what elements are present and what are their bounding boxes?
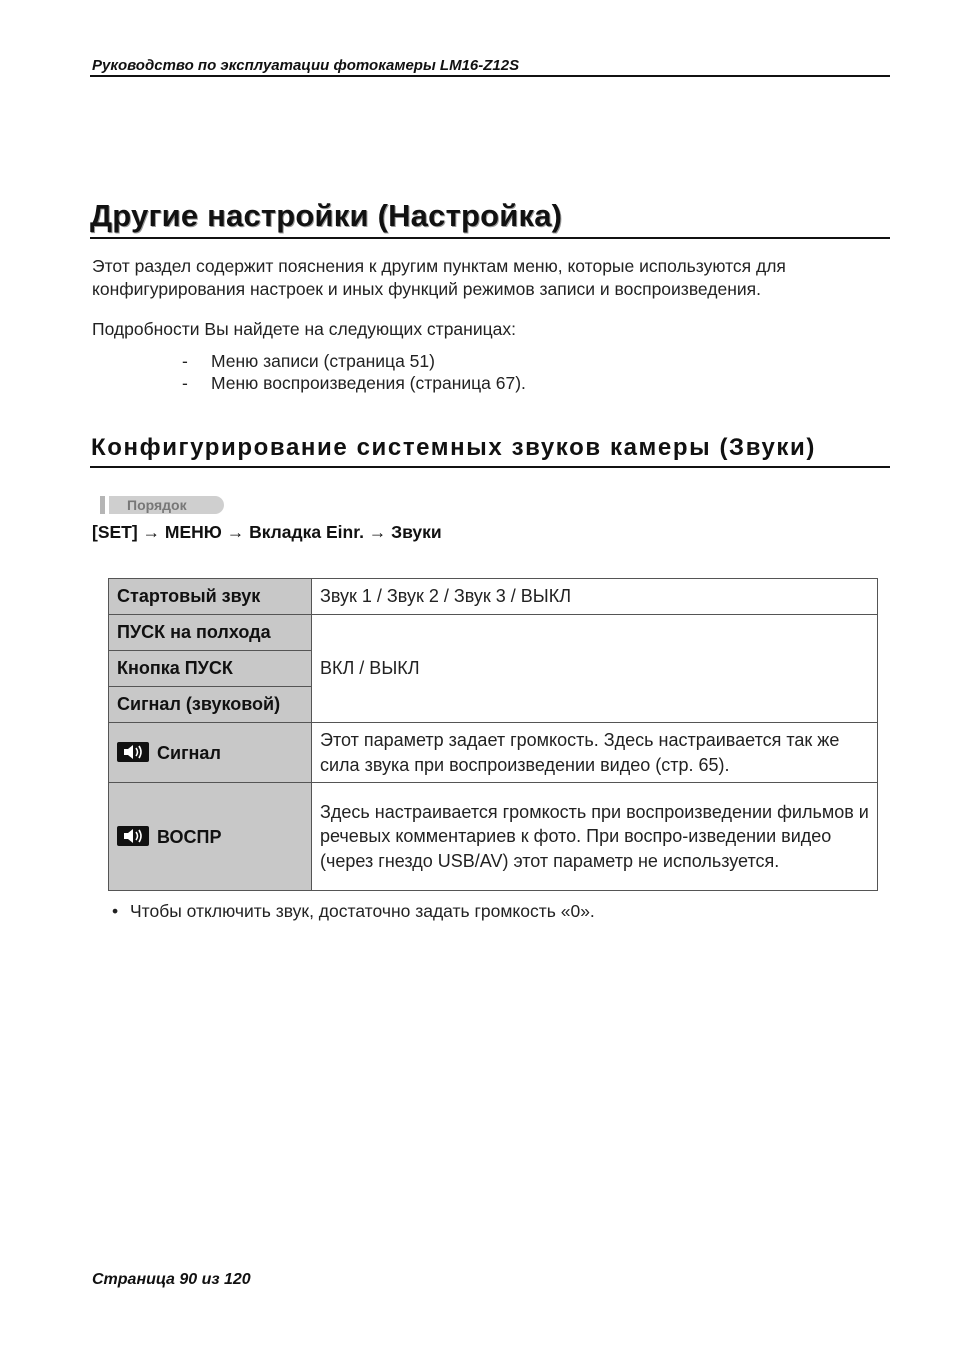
table-row [109,579,878,615]
section-rule [90,466,890,468]
note [112,901,595,922]
table-row [109,615,878,651]
table-row [109,783,878,891]
setting-name-cell [109,723,312,783]
list-item [182,372,526,394]
running-header: Руководство по эксплуатации фотокамеры LM16-Z12S [92,57,520,74]
setting-value: Здесь настраивается громкость при воспроизведении фильмов и речевых комментариев к фото. При воспро-изведении видео (через гнездо USB/AV) этот параметр не используется. [312,783,878,891]
page-title: Другие настройки (Настройка) [90,198,563,233]
list-item [182,350,435,372]
note-bullet: • [112,901,119,921]
details-paragraph: Подробности Вы найдете на следующих страницах: [92,319,516,339]
setting-name: Кнопка ПУСК [109,651,312,687]
list-dash: - [182,373,188,393]
badge-bar [100,496,105,514]
speaker-icon [117,742,149,762]
setting-name-cell [109,783,312,891]
setting-value: ВКЛ / ВЫКЛ [312,615,878,723]
speaker-icon [117,826,149,846]
section-heading: Конфигурирование системных звуков камеры (Звуки) [91,434,816,461]
note-text: Чтобы отключить звук, достаточно задать громкость «0». [130,901,595,921]
list-item-text: Меню записи (страница 51) [211,351,435,371]
procedure-badge [100,495,224,515]
setting-value: Этот параметр задает громкость. Здесь настраивается так же сила звука при воспроизведении видео (стр. 65). [312,723,878,783]
procedure-label: Порядок [127,497,187,513]
setting-name: Сигнал [157,742,221,763]
header-rule [90,75,890,77]
setting-name: ПУСК на полхода [109,615,312,651]
list-item-text: Меню воспроизведения (страница 67). [211,373,526,393]
title-rule [90,237,890,239]
table-row [109,723,878,783]
list-dash: - [182,351,188,371]
setting-value: Звук 1 / Звук 2 / Звук 3 / ВЫКЛ [312,579,878,615]
setting-name: ВОСПР [157,826,222,847]
intro-paragraph: Этот раздел содержит пояснения к другим пунктам меню, которые используются для конфигурирования настроек и иных функций режимов записи и воспроизведения. [92,256,786,299]
settings-table [108,578,878,891]
menu-path: [SET] → МЕНЮ → Вкладка Einr. → Звуки [92,522,442,542]
setting-name: Сигнал (звуковой) [109,687,312,723]
setting-name: Стартовый звук [109,579,312,615]
page-footer: Страница 90 из 120 [92,1271,251,1288]
